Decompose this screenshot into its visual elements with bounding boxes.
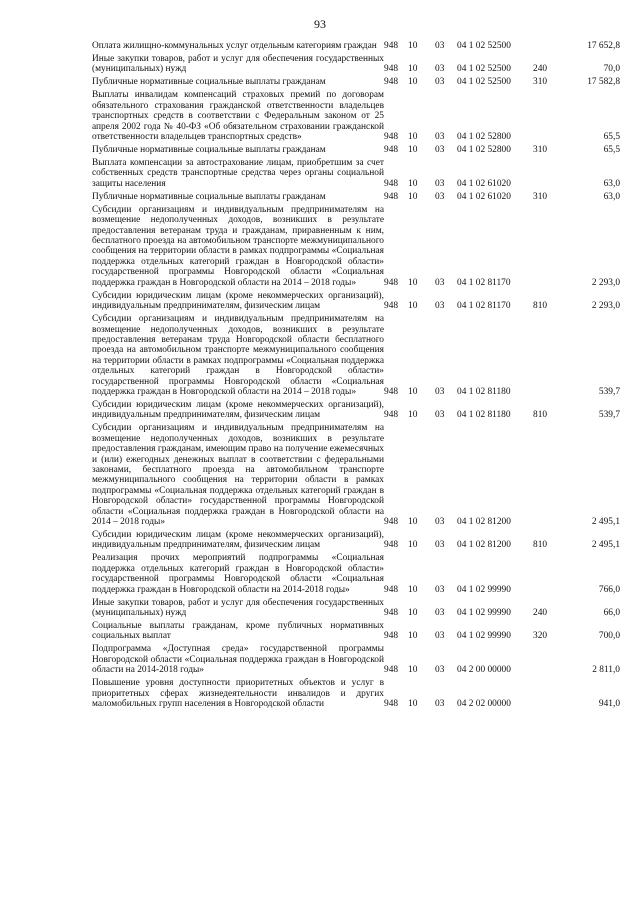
row-sum: 63,0	[603, 191, 620, 202]
table-row	[92, 621, 620, 644]
row-subsection: 03	[435, 145, 445, 156]
budget-table	[92, 41, 620, 712]
row-expense-type: 320	[533, 631, 548, 642]
row-subsection: 03	[435, 301, 445, 312]
page-number: 93	[314, 17, 326, 31]
table-row	[92, 423, 620, 530]
table-row	[92, 77, 620, 90]
row-expense-type: 810	[533, 410, 548, 421]
table-row	[92, 553, 620, 597]
table-row	[92, 192, 620, 205]
row-name: Выплаты инвалидам компенсаций страховых премий по договорам обязательного страхования гражданской ответственности владельцев транспортных средств в соответствии с Федеральным законом от 25 апреля 2002 года № 40-ФЗ «Об обязательном страховании гражданской ответственности владельцев транспортных средств»	[92, 90, 384, 143]
row-sum: 17 652,8	[587, 41, 620, 51]
row-sum: 700,0	[598, 631, 620, 642]
row-name: Социальные выплаты гражданам, кроме публичных нормативных социальных выплат	[92, 621, 384, 642]
row-expense-type: 310	[533, 145, 548, 156]
row-section: 10	[408, 301, 418, 312]
row-subsection: 03	[435, 64, 445, 75]
row-sum: 2 293,0	[591, 277, 620, 288]
row-code: 948	[384, 301, 399, 312]
row-name: Субсидии юридическим лицам (кроме некоммерческих организаций), индивидуальным предпринимателям, физическим лицам	[92, 290, 384, 312]
row-subsection: 03	[435, 77, 445, 88]
row-name: Субсидии организациям и индивидуальным предпринимателям на возмещение недополученных доходов, возникших в результате предоставления гражданам, имеющим право на получение ежемесячных и (или) ежегодных денежных выплат в соответствии с федеральными законами, бесплатного проезда на автомобильном транспорте межмуниципального сообщения на территории области в рамках подпрограммы «Социальная поддержка отдельных категорий граждан в Новгородской области» государственной программы Новгородской области «Социальная поддержка граждан в Новгородской области на 2014 – 2018 годы»	[92, 423, 384, 527]
row-name: Подпрограмма «Доступная среда» государственной программы Новгородской области «Социальная поддержка граждан в Новгородской области на 2014-2018 годы»	[92, 644, 384, 676]
row-code: 948	[384, 277, 399, 288]
row-subsection: 03	[435, 410, 445, 421]
table-row	[92, 291, 620, 314]
row-sum: 70,0	[603, 64, 620, 75]
row-sum: 2 495,1	[591, 540, 620, 551]
table-row	[92, 205, 620, 291]
row-name: Публичные нормативные социальные выплаты гражданам	[92, 191, 326, 202]
row-code: 948	[384, 145, 399, 156]
row-article: 04 2 02 00000	[457, 699, 511, 710]
row-article: 04 1 02 81170	[457, 277, 511, 288]
row-name: Публичные нормативные социальные выплаты гражданам	[92, 145, 326, 156]
row-sum: 65,5	[603, 145, 620, 156]
row-expense-type	[533, 423, 560, 530]
row-article: 04 1 02 81170	[457, 301, 511, 312]
row-expense-type	[533, 205, 560, 291]
row-code: 948	[384, 64, 399, 75]
row-section: 10	[408, 64, 418, 75]
row-expense-type: 310	[533, 77, 548, 88]
row-expense-type	[533, 314, 560, 400]
row-article: 04 1 02 81200	[457, 540, 511, 551]
row-article: 04 2 00 00000	[457, 665, 511, 676]
table-row	[92, 678, 620, 712]
row-expense-type	[533, 678, 560, 712]
row-article: 04 1 02 52500	[457, 77, 511, 88]
row-name: Субсидии юридическим лицам (кроме некоммерческих организаций), индивидуальным предпринимателям, физическим лицам	[92, 399, 384, 421]
row-article: 04 1 02 52800	[457, 145, 511, 156]
row-subsection: 03	[435, 178, 445, 189]
row-sum: 766,0	[598, 584, 620, 595]
table-row	[92, 644, 620, 678]
row-expense-type: 810	[533, 540, 548, 551]
row-expense-type	[533, 644, 560, 678]
row-code: 948	[384, 132, 399, 143]
row-name: Оплата жилищно-коммунальных услуг отдельным категориям граждан	[92, 41, 377, 51]
row-subsection: 03	[435, 631, 445, 642]
row-subsection: 03	[435, 132, 445, 143]
row-code: 948	[384, 584, 399, 595]
row-section: 10	[408, 277, 418, 288]
row-section: 10	[408, 517, 418, 527]
row-expense-type	[533, 158, 560, 192]
table-row	[92, 530, 620, 553]
row-subsection: 03	[435, 277, 445, 288]
row-article: 04 1 02 61020	[457, 178, 511, 189]
row-expense-type: 240	[533, 608, 548, 619]
row-section: 10	[408, 540, 418, 551]
row-expense-type: 240	[533, 64, 548, 75]
row-section: 10	[408, 386, 418, 397]
row-name: Публичные нормативные социальные выплаты гражданам	[92, 77, 326, 88]
row-subsection: 03	[435, 41, 445, 51]
row-code: 948	[384, 41, 399, 51]
row-code: 948	[384, 517, 399, 527]
row-article: 04 1 02 52500	[457, 64, 511, 75]
row-expense-type: 810	[533, 301, 548, 312]
row-section: 10	[408, 41, 418, 51]
row-name: Субсидии организациям и индивидуальным предпринимателям на возмещение недополученных доходов, возникших в результате предоставления ветеранам труда и гражданам, приравненным к ним, бесплатного проезда на автомобильном транспорте межмуниципального сообщения на территории области в рамках подпрограммы «Социальная поддержка отдельных категорий граждан в Новгородской области» государственной программы Новгородской области «Социальная поддержка граждан в Новгородской области на 2014 – 2018 годы»	[92, 204, 384, 288]
row-code: 948	[384, 410, 399, 421]
row-sum: 539,7	[598, 386, 620, 397]
row-code: 948	[384, 178, 399, 189]
row-sum: 941,0	[598, 699, 620, 710]
row-article: 04 1 02 99990	[457, 608, 511, 619]
row-sum: 2 293,0	[591, 301, 620, 312]
row-code: 948	[384, 699, 399, 710]
table-row	[92, 54, 620, 77]
row-article: 04 1 02 81180	[457, 386, 511, 397]
row-section: 10	[408, 410, 418, 421]
table-row	[92, 145, 620, 158]
row-subsection: 03	[435, 665, 445, 676]
table-row	[92, 90, 620, 145]
row-code: 948	[384, 631, 399, 642]
row-code: 948	[384, 540, 399, 551]
row-article: 04 1 02 52800	[457, 132, 511, 143]
row-article: 04 1 02 81180	[457, 410, 511, 421]
table-row	[92, 41, 620, 54]
row-expense-type	[533, 41, 560, 54]
table-row	[92, 314, 620, 400]
row-sum: 2 811,0	[592, 665, 620, 676]
row-name: Субсидии юридическим лицам (кроме некоммерческих организаций), индивидуальным предпринимателям, физическим лицам	[92, 530, 384, 551]
row-name: Иные закупки товаров, работ и услуг для обеспечения государственных (муниципальных) нужд	[92, 597, 384, 619]
row-section: 10	[408, 132, 418, 143]
row-article: 04 1 02 81200	[457, 517, 511, 527]
row-section: 10	[408, 699, 418, 710]
row-code: 948	[384, 608, 399, 619]
row-section: 10	[408, 631, 418, 642]
table-row	[92, 400, 620, 423]
row-expense-type	[533, 90, 560, 145]
row-code: 948	[384, 191, 399, 202]
row-section: 10	[408, 608, 418, 619]
row-article: 04 1 02 99990	[457, 631, 511, 642]
row-section: 10	[408, 178, 418, 189]
row-name: Выплата компенсации за автострахование лицам, приобретшим за счет собственных средств транспортные средства через органы социальной защиты населения	[92, 158, 384, 189]
row-subsection: 03	[435, 517, 445, 527]
row-article: 04 1 02 61020	[457, 191, 511, 202]
row-name: Реализация прочих мероприятий подпрограммы «Социальная поддержка отдельных категорий граждан в Новгородской области» государственной программы Новгородской области «Социальная поддержка граждан в Новгородской области на 2014-2018 годы»	[92, 553, 384, 595]
table-row	[92, 158, 620, 192]
table-row	[92, 598, 620, 621]
row-sum: 66,0	[603, 608, 620, 619]
row-sum: 63,0	[603, 178, 620, 189]
row-section: 10	[408, 665, 418, 676]
row-sum: 539,7	[598, 410, 620, 421]
row-article: 04 1 02 52500	[457, 41, 511, 51]
row-sum: 65,5	[603, 132, 620, 143]
row-code: 948	[384, 386, 399, 397]
row-section: 10	[408, 584, 418, 595]
row-name: Субсидии организациям и индивидуальным предпринимателям на возмещение недополученных доходов, возникших в результате предоставления ветеранам труда Новгородской области бесплатного проезда на автомобильном транспорте межмуниципального сообщения на территории области в рамках подпрограммы «Социальная поддержка отдельных категорий граждан в Новгородской области» государственной программы Новгородской области «Социальная поддержка граждан в Новгородской области на 2014 – 2018 годы»	[92, 314, 384, 397]
row-article: 04 1 02 99990	[457, 584, 511, 595]
row-section: 10	[408, 145, 418, 156]
row-section: 10	[408, 77, 418, 88]
row-subsection: 03	[435, 540, 445, 551]
row-subsection: 03	[435, 386, 445, 397]
row-sum: 17 582,8	[587, 77, 620, 88]
row-code: 948	[384, 665, 399, 676]
row-subsection: 03	[435, 191, 445, 202]
row-name: Иные закупки товаров, работ и услуг для обеспечения государственных (муниципальных) нужд	[92, 54, 384, 75]
row-code: 948	[384, 77, 399, 88]
row-subsection: 03	[435, 584, 445, 595]
row-expense-type	[533, 553, 560, 597]
row-subsection: 03	[435, 608, 445, 619]
row-section: 10	[408, 191, 418, 202]
budget-table-body	[92, 41, 620, 712]
row-sum: 2 495,1	[591, 517, 620, 527]
row-expense-type: 310	[533, 191, 548, 202]
row-subsection: 03	[435, 699, 445, 710]
row-name: Повышение уровня доступности приоритетных объектов и услуг в приоритетных сферах жизнедеятельности инвалидов и других маломобильных групп населения в Новгородской области	[92, 678, 384, 710]
